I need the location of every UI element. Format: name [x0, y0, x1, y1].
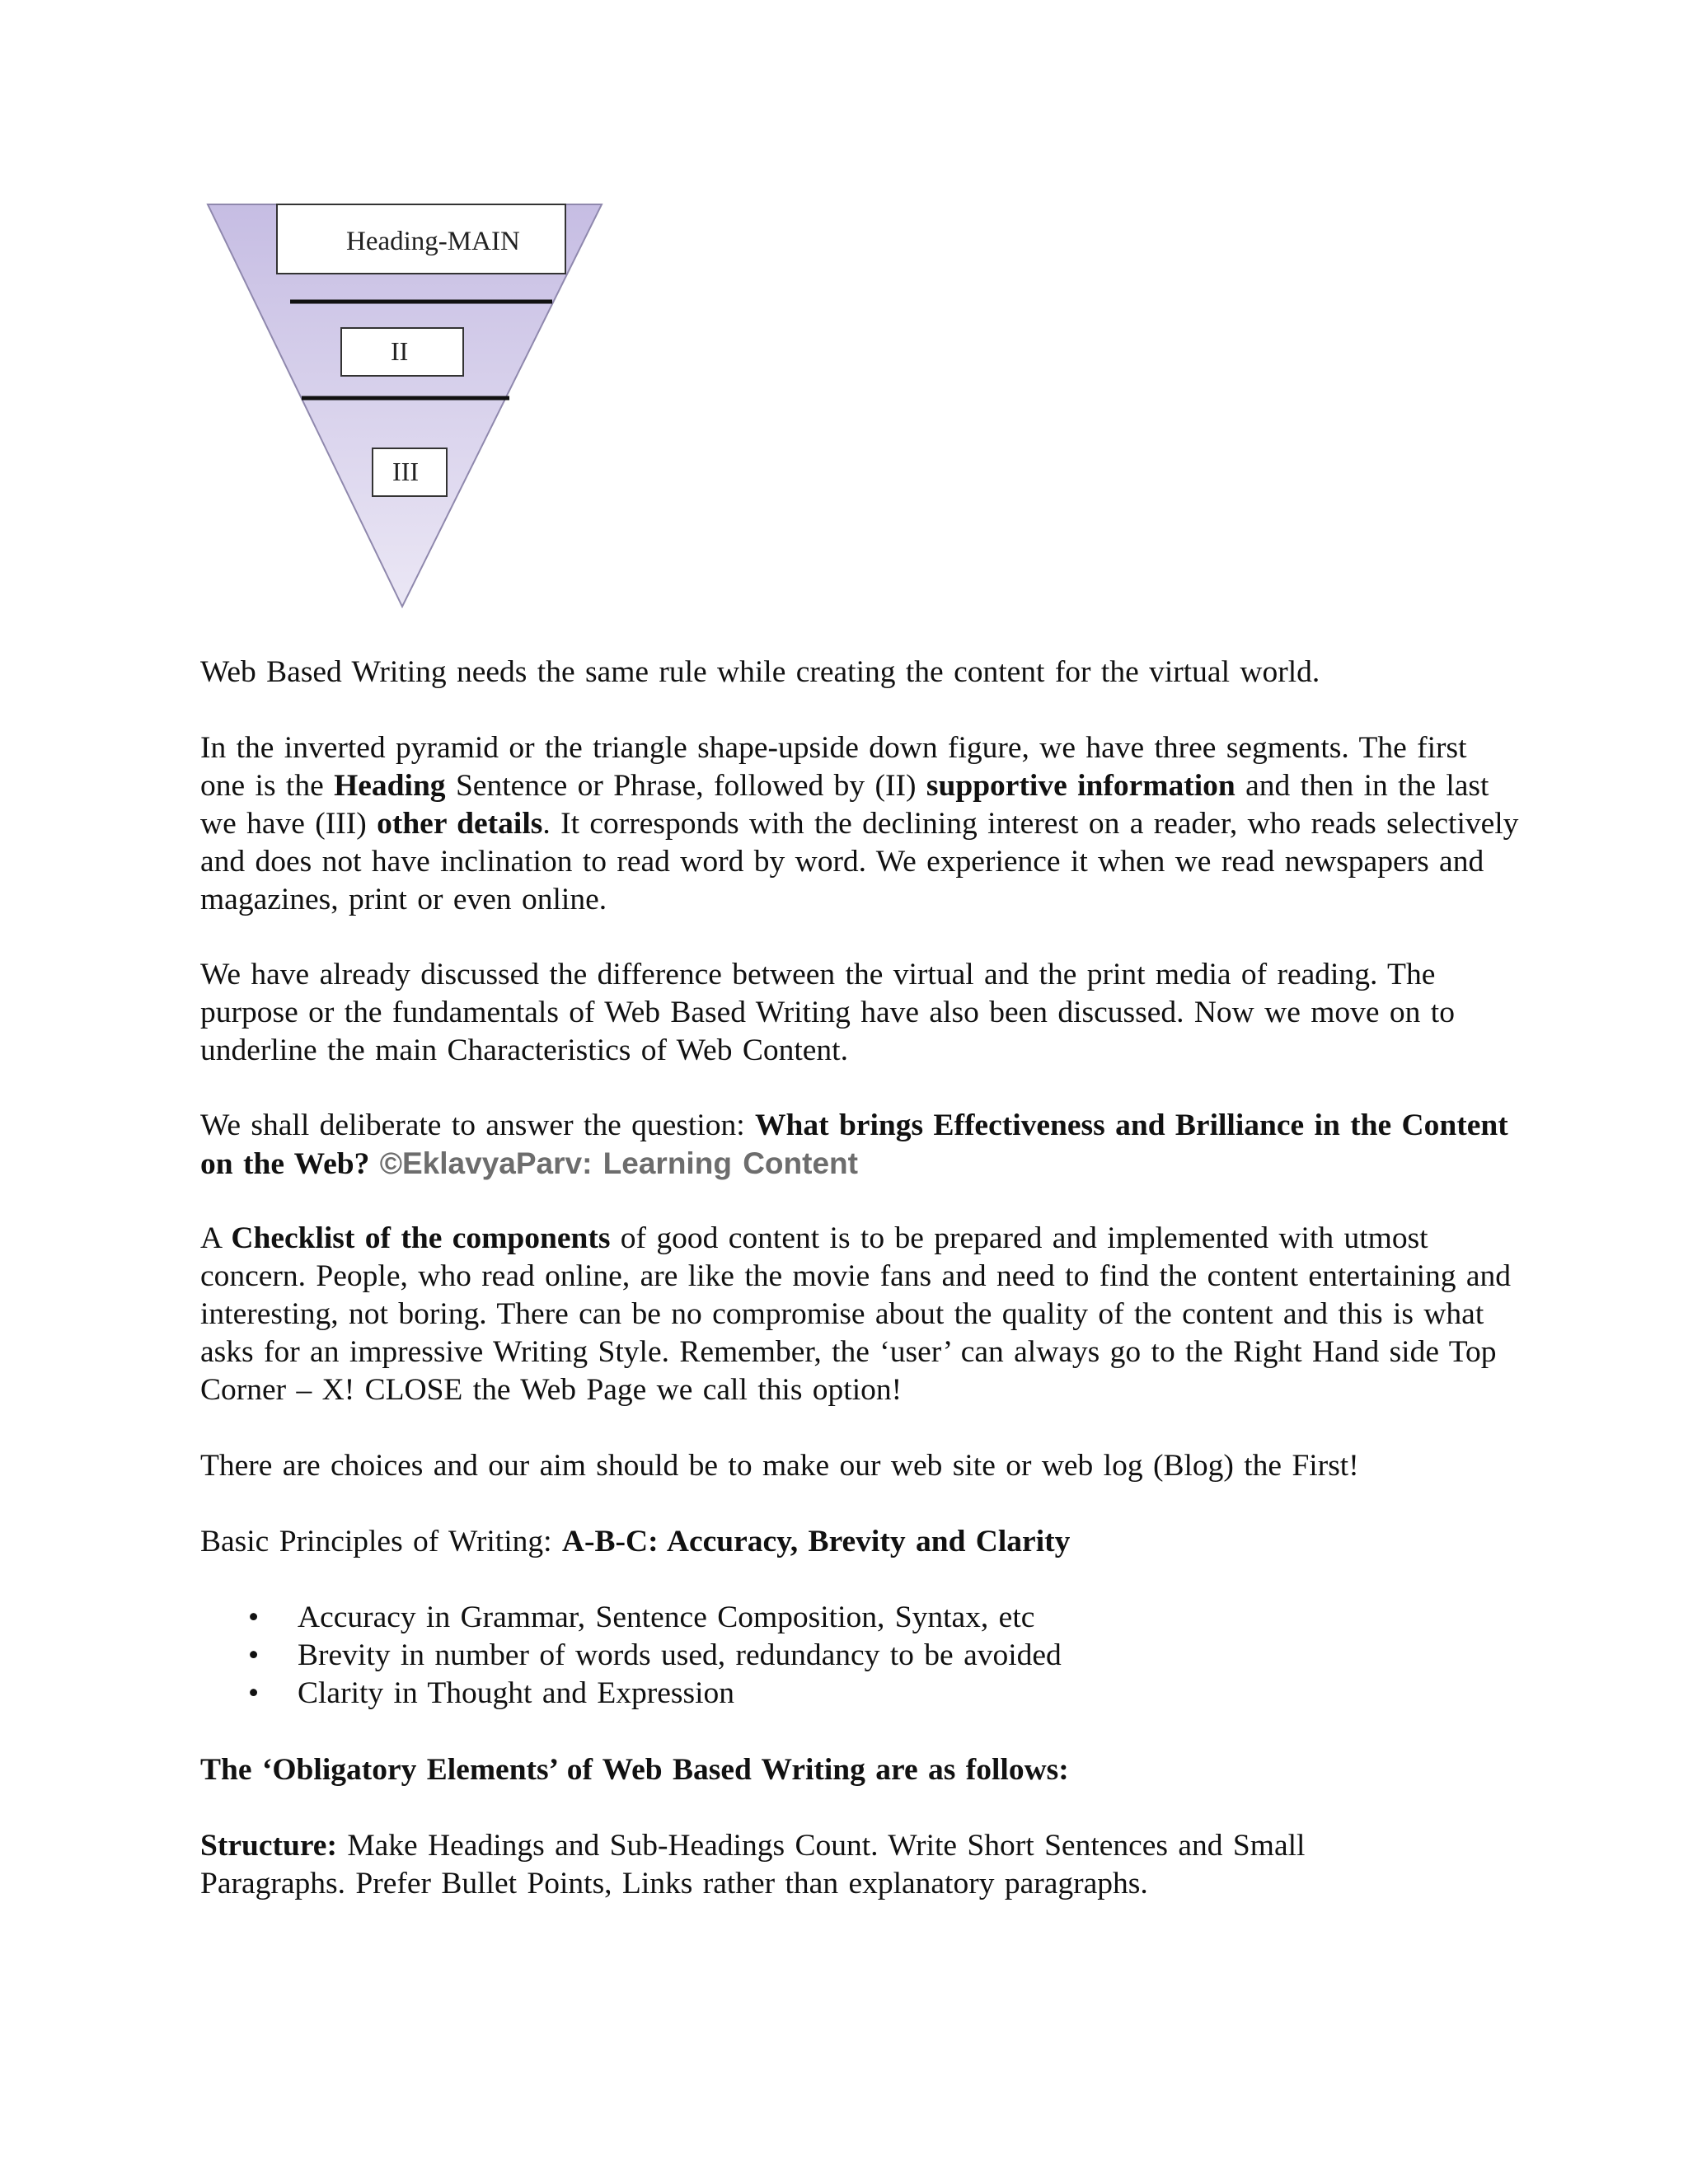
bold-supportive-information: supportive information — [926, 769, 1236, 803]
list-item — [200, 1637, 1437, 1675]
paragraph-choices — [200, 1447, 1519, 1485]
section-heading-obligatory-elements — [200, 1751, 1519, 1789]
bold-section-heading: The ‘Obligatory Elements’ of Web Based Writing are as follows: — [200, 1753, 1069, 1787]
text-run: In the inverted pyramid or the triangle shape-upside down figure, we have three segments. The first one is the — [200, 731, 1467, 803]
text-run: We shall deliberate to answer the question: — [200, 1108, 755, 1142]
paragraph-inverted-pyramid — [200, 729, 1519, 919]
list-item-text: Brevity in number of words used, redundancy to be avoided — [298, 1638, 1062, 1672]
bullet-glyph: • — [248, 1601, 260, 1634]
paragraph-text: Web Based Writing needs the same rule while creating the content for the virtual world. — [200, 655, 1320, 689]
text-run: Basic Principles of Writing: — [200, 1525, 562, 1558]
text-run: Make Headings and Sub-Headings Count. Write Short Sentences and Small Paragraphs. Prefer Bullet Points, Links rather than explanatory paragraphs. — [200, 1829, 1306, 1900]
box-heading-main-label: Heading-MAIN — [346, 227, 520, 256]
bold-other-details: other details — [377, 807, 543, 841]
paragraph-structure — [200, 1827, 1437, 1903]
paragraph-text: There are choices and our aim should be to make our web site or web log (Blog) the First! — [200, 1449, 1359, 1483]
box-two-label: II — [391, 336, 409, 366]
text-run: . It corresponds with the declining interest on a reader, who reads selectively and does not have inclination to read word by word. We experience it when we read newspapers and magazines, print or even online. — [200, 807, 1519, 916]
paragraph-web-writing-rule — [200, 654, 1519, 691]
bold-heading: Heading — [334, 769, 446, 803]
bold-structure-label: Structure: — [200, 1829, 337, 1863]
bold-checklist: Checklist of the components — [231, 1221, 611, 1255]
paragraph-question — [200, 1107, 1519, 1183]
principles-bullet-list — [200, 1599, 1437, 1713]
watermark-text: ©EklavyaParv: Learning Content — [379, 1146, 858, 1180]
list-item-text: Accuracy in Grammar, Sentence Composition, Syntax, etc — [298, 1601, 1035, 1634]
bullet-glyph: • — [248, 1676, 260, 1710]
text-run: and then in the last we have (III) — [200, 769, 1489, 841]
paragraph-basic-principles — [200, 1523, 1519, 1561]
text-run: of good content is to be prepared and implemented with utmost concern. People, who read online, are like the movie fans and need to find the content entertaining and interesting, not boring. There can be no compromise about the quality of the content and this is what asks for an impressive Writing Style. Remember, the ‘user’ can always go to the Right Hand side Top Corner – X! CLOSE the Web Page we call this option! — [200, 1221, 1512, 1407]
bold-question: What brings Effectiveness and Brilliance in the Content on the Web? — [200, 1108, 1508, 1181]
list-item-text: Clarity in Thought and Expression — [298, 1676, 735, 1710]
list-item — [200, 1675, 1437, 1713]
bold-abc-principles: A-B-C: Accuracy, Brevity and Clarity — [561, 1525, 1071, 1558]
paragraph-text: We have already discussed the difference between the virtual and the print media of reading. The purpose or the fundamentals of Web Based Writing have also been discussed. Now we move on to underline the main Characteristics of Web Content. — [200, 958, 1455, 1067]
paragraph-checklist — [200, 1220, 1519, 1409]
text-run: A — [200, 1221, 232, 1255]
box-three-label: III — [392, 457, 419, 486]
bullet-glyph: • — [248, 1638, 260, 1672]
inverted-pyramid-diagram — [201, 196, 621, 625]
list-item — [200, 1599, 1437, 1637]
paragraph-virtual-vs-print — [200, 956, 1519, 1070]
text-run: Sentence or Phrase, followed by (II) — [445, 769, 926, 803]
